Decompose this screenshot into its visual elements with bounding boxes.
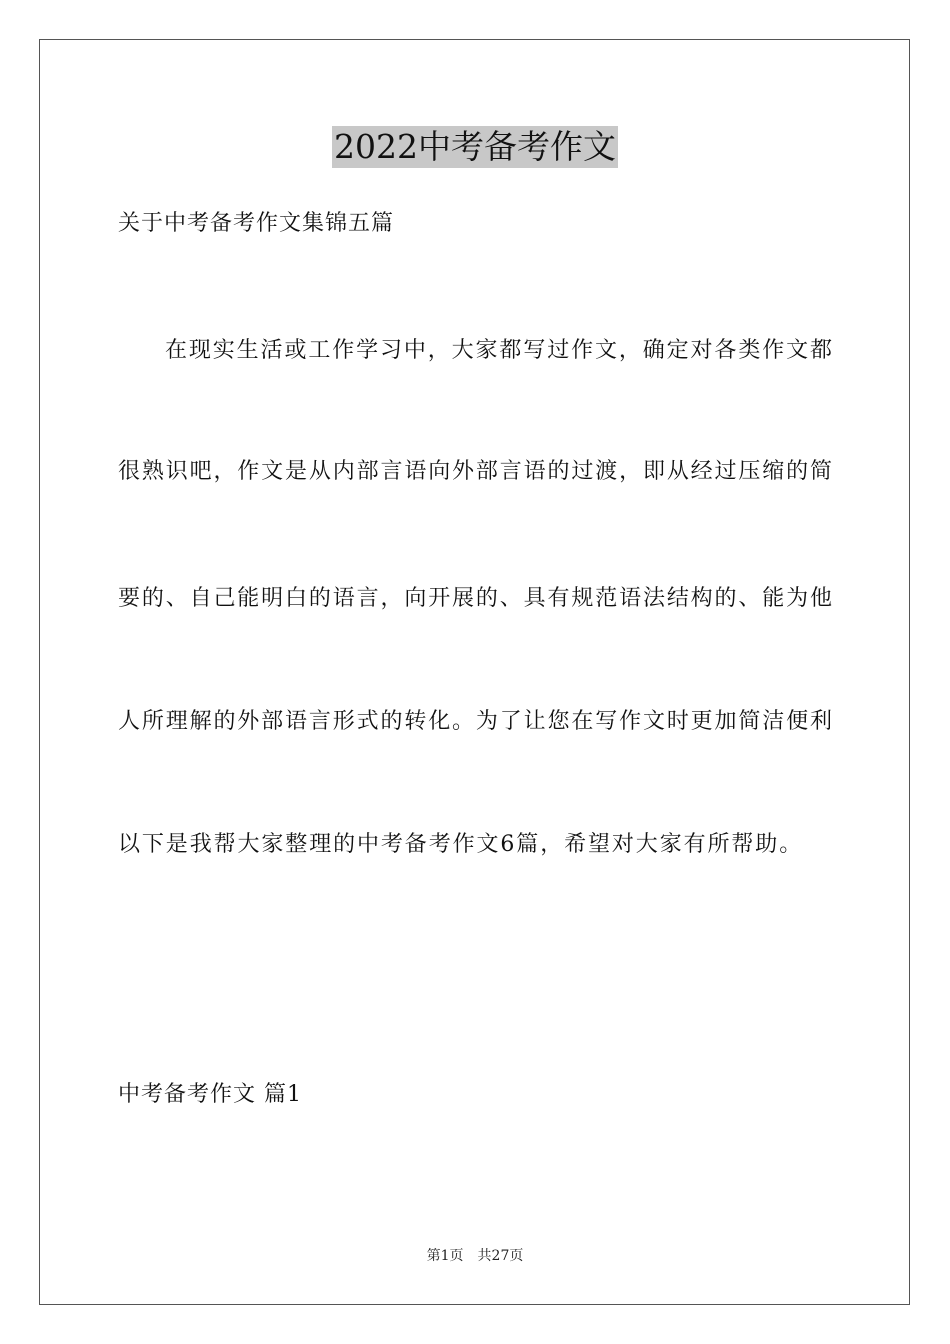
- paragraph-line: 人所理解的外部语言形式的转化。为了让您在写作文时更加简洁便利: [118, 709, 832, 734]
- document-title: [0, 126, 950, 168]
- paragraph-line: 在现实生活或工作学习中，大家都写过作文，确定对各类作文都: [165, 338, 832, 363]
- section-heading: 中考备考作文 篇1: [118, 1082, 302, 1107]
- paragraph-line: 以下是我帮大家整理的中考备考作文6篇，希望对大家有所帮助。: [118, 832, 804, 857]
- page-number-total: 共27页: [477, 1248, 524, 1264]
- document-title-text: 2022中考备考作文: [334, 127, 616, 166]
- paragraph-line: 要的、自己能明白的语言，向开展的、具有规范语法结构的、能为他: [118, 586, 832, 611]
- paragraph-line: 很熟识吧，作文是从内部言语向外部言语的过渡，即从经过压缩的简: [118, 459, 832, 484]
- page-footer: [0, 1247, 950, 1265]
- document-subtitle: 关于中考备考作文集锦五篇: [118, 211, 395, 236]
- page-number-current: 第1页: [426, 1248, 464, 1264]
